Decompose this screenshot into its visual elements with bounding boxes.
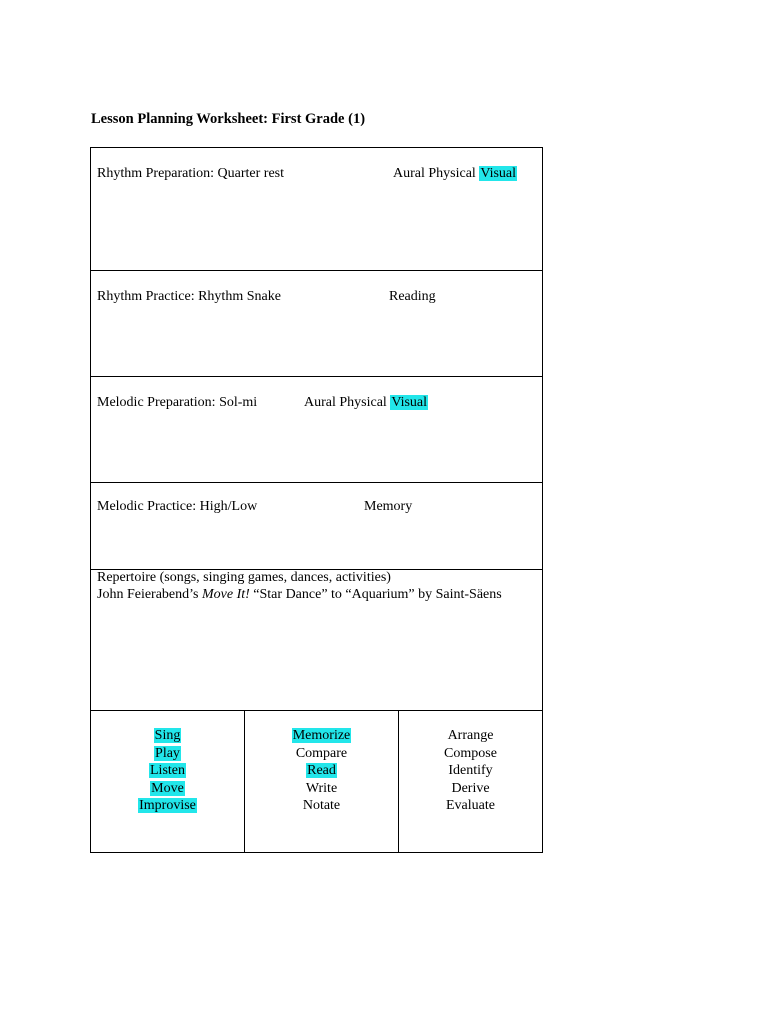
melodic-preparation-visual-highlight: Visual [391, 395, 428, 410]
skill-item [245, 780, 398, 798]
skill-item [245, 745, 398, 763]
skill-item [399, 762, 542, 780]
skill-item [91, 762, 244, 780]
rhythm-practice-row [91, 271, 542, 377]
skill-move: Move [151, 780, 184, 796]
skill-item [399, 727, 542, 745]
rhythm-practice-label: Rhythm Practice: Rhythm Snake [97, 289, 281, 304]
skills-column-2 [244, 711, 398, 852]
skill-arrange: Arrange [447, 728, 494, 743]
skill-write: Write [305, 780, 338, 796]
skill-item [91, 745, 244, 763]
skills-column-3 [398, 711, 542, 852]
repertoire-heading: Repertoire (songs, singing games, dances, activities) [97, 570, 391, 585]
skill-item [399, 797, 542, 815]
skill-compose: Compose [444, 745, 497, 761]
melodic-preparation-label: Melodic Preparation: Sol-mi [97, 395, 258, 410]
rhythm-preparation-label: Rhythm Preparation: Quarter rest [97, 166, 285, 181]
skill-sing: Sing [154, 728, 181, 743]
skill-item [91, 797, 244, 815]
melodic-preparation-modes-text: Aural Physical [304, 395, 387, 410]
skill-compare: Compare [295, 745, 348, 761]
skill-listen: Listen [150, 763, 185, 779]
skill-identify: Identify [448, 763, 493, 779]
skill-item [245, 797, 398, 815]
skills-columns [91, 711, 542, 852]
lesson-plan-table [90, 147, 543, 853]
repertoire-entry-title: Move It! [201, 587, 254, 602]
skill-item [399, 745, 542, 763]
repertoire-entry-prefix: John Feierabend’s [97, 587, 202, 602]
skill-read: Read [307, 763, 336, 779]
repertoire-entry-suffix: “Star Dance” to “Aquarium” by Saint-Säens [253, 587, 502, 602]
skill-item [91, 727, 244, 745]
melodic-preparation-row [91, 377, 542, 483]
skill-memorize: Memorize [292, 728, 351, 743]
melodic-preparation-modes [304, 395, 428, 411]
skill-item [245, 727, 398, 745]
rhythm-preparation-visual-highlight: Visual [480, 166, 517, 181]
skill-evaluate: Evaluate [446, 798, 495, 814]
skill-item [399, 780, 542, 798]
rhythm-practice-mode: Reading [389, 289, 436, 304]
skill-derive: Derive [451, 780, 490, 796]
skill-item [91, 780, 244, 798]
melodic-practice-label: Melodic Practice: High/Low [97, 499, 258, 514]
repertoire-row [91, 570, 542, 711]
rhythm-preparation-modes [393, 166, 517, 182]
skill-notate: Notate [302, 798, 341, 814]
rhythm-preparation-modes-text: Aural Physical [393, 166, 476, 181]
melodic-practice-mode: Memory [364, 499, 413, 514]
skill-improvise: Improvise [139, 798, 196, 814]
rhythm-preparation-row [91, 148, 542, 271]
worksheet-title: Lesson Planning Worksheet: First Grade (1) [91, 111, 366, 127]
melodic-practice-row [91, 483, 542, 570]
skill-play: Play [155, 745, 180, 761]
skills-column-1 [91, 711, 244, 852]
repertoire-entry [97, 587, 502, 603]
skill-item [245, 762, 398, 780]
